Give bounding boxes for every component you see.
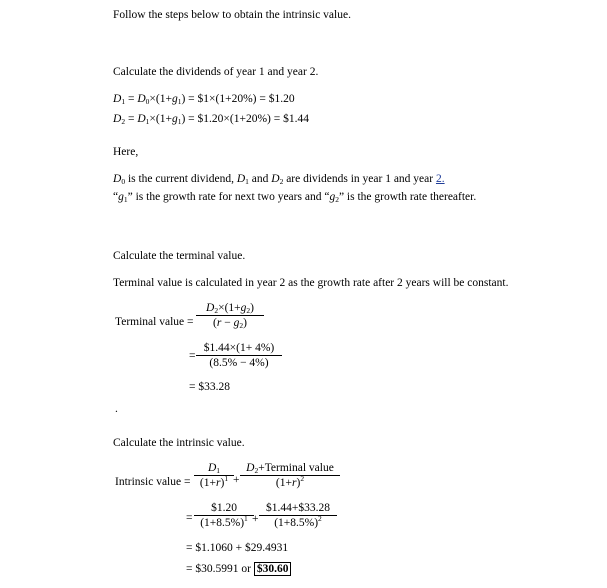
def2-c: ” is the growth rate thereafter.	[338, 191, 477, 203]
step1-heading: Calculate the dividends of year 1 and year 2.	[113, 66, 319, 78]
terminal-value-formula	[196, 302, 264, 329]
stray-dot: .	[115, 403, 118, 415]
definition-line-2: “$g_1$” is the growth rate for next two years and “$g_2$” is the growth rate thereafter.	[113, 191, 477, 204]
definition-line-1: $D_0$ is the current dividend, $D_1$ and $D_2$ are dividends in year 1 and year 2.	[113, 173, 445, 186]
iv-formula-term2	[240, 462, 340, 489]
terminal-value-result: = $33.28	[189, 381, 230, 393]
step3-heading: Calculate the intrinsic value.	[113, 437, 245, 449]
iv-numeric-term1	[194, 502, 254, 529]
def2-b: ” is the growth rate for next two years and “	[127, 191, 330, 203]
iv-line4	[186, 563, 291, 575]
iv-numeric-num2: $1.44+$33.28	[266, 502, 330, 514]
iv-line4-pre: = $30.5991 or	[186, 563, 251, 575]
equation-d1-rest: = $1×(1+20%) = $1.20	[188, 93, 295, 105]
def1-b: and	[251, 173, 269, 185]
iv-numeric-den1: $(1+8.5\%)^1$	[194, 515, 254, 529]
iv-term1-num: $D_1$	[207, 462, 221, 475]
def1-d: 2.	[435, 173, 445, 185]
iv-line3: = $1.1060 + $29.4931	[186, 542, 289, 554]
plus-sign-2: +	[252, 513, 259, 525]
def1-c: are dividends in year 1 and year	[286, 173, 434, 185]
iv-numeric-num1: $1.20	[211, 502, 237, 514]
equation-d1: $D_1 = D_0\times(1+g_1)$ = $1×(1+20%) = $1.20	[113, 93, 295, 106]
tv-numeric-num: $1.44×(1+ 4%)	[203, 342, 275, 354]
here-label: Here,	[113, 146, 139, 158]
iv-numeric-term2	[259, 502, 337, 529]
iv-den2a-text: (1+8.5%)	[200, 517, 245, 529]
iv-den2b-text: (1+8.5%)	[274, 517, 319, 529]
terminal-value-denominator: $(r - g_2)$	[196, 315, 264, 329]
equation-d2: $D_2 = D_1\times(1+g_1)$ = $1.20×(1+20%) = $1.44	[113, 113, 309, 126]
def1-a: is the current dividend,	[127, 173, 234, 185]
iv-term2-num: $D_2+Terminal$ value	[246, 462, 334, 475]
intrinsic-value-label: Intrinsic value =	[115, 476, 191, 488]
equation-d2-rest: = $1.20×(1+20%) = $1.44	[188, 113, 309, 125]
terminal-value-label: Terminal value =	[115, 316, 194, 328]
iv-term2-den: $(1+r)^2$	[240, 475, 340, 489]
iv-numeric-den2: $(1+8.5\%)^2$	[259, 515, 337, 529]
tv-num-tail: ×(1+	[218, 302, 241, 314]
intro-text: Follow the steps below to obtain the intrinsic value.	[113, 9, 351, 21]
def2-a: “	[113, 191, 119, 203]
plus-sign-1: +	[233, 474, 240, 486]
iv-term1-den: $(1+r)^1$	[194, 475, 234, 489]
eq-sign-iv2: =	[186, 512, 193, 524]
tv-numeric-den: (8.5% − 4%)	[196, 355, 282, 369]
terminal-value-numeric	[196, 342, 282, 369]
eq-sign-tv2: =	[189, 350, 196, 362]
tv-text: +Terminal value	[258, 462, 334, 474]
terminal-value-numerator: $D_2\times(1+g_2)$	[206, 302, 254, 315]
step2-sentence: Terminal value is calculated in year 2 as the growth rate after 2 years will be constant.	[113, 277, 509, 289]
step2-heading: Calculate the terminal value.	[113, 250, 246, 262]
final-answer: $30.60	[254, 562, 292, 576]
iv-formula-term1	[194, 462, 234, 489]
